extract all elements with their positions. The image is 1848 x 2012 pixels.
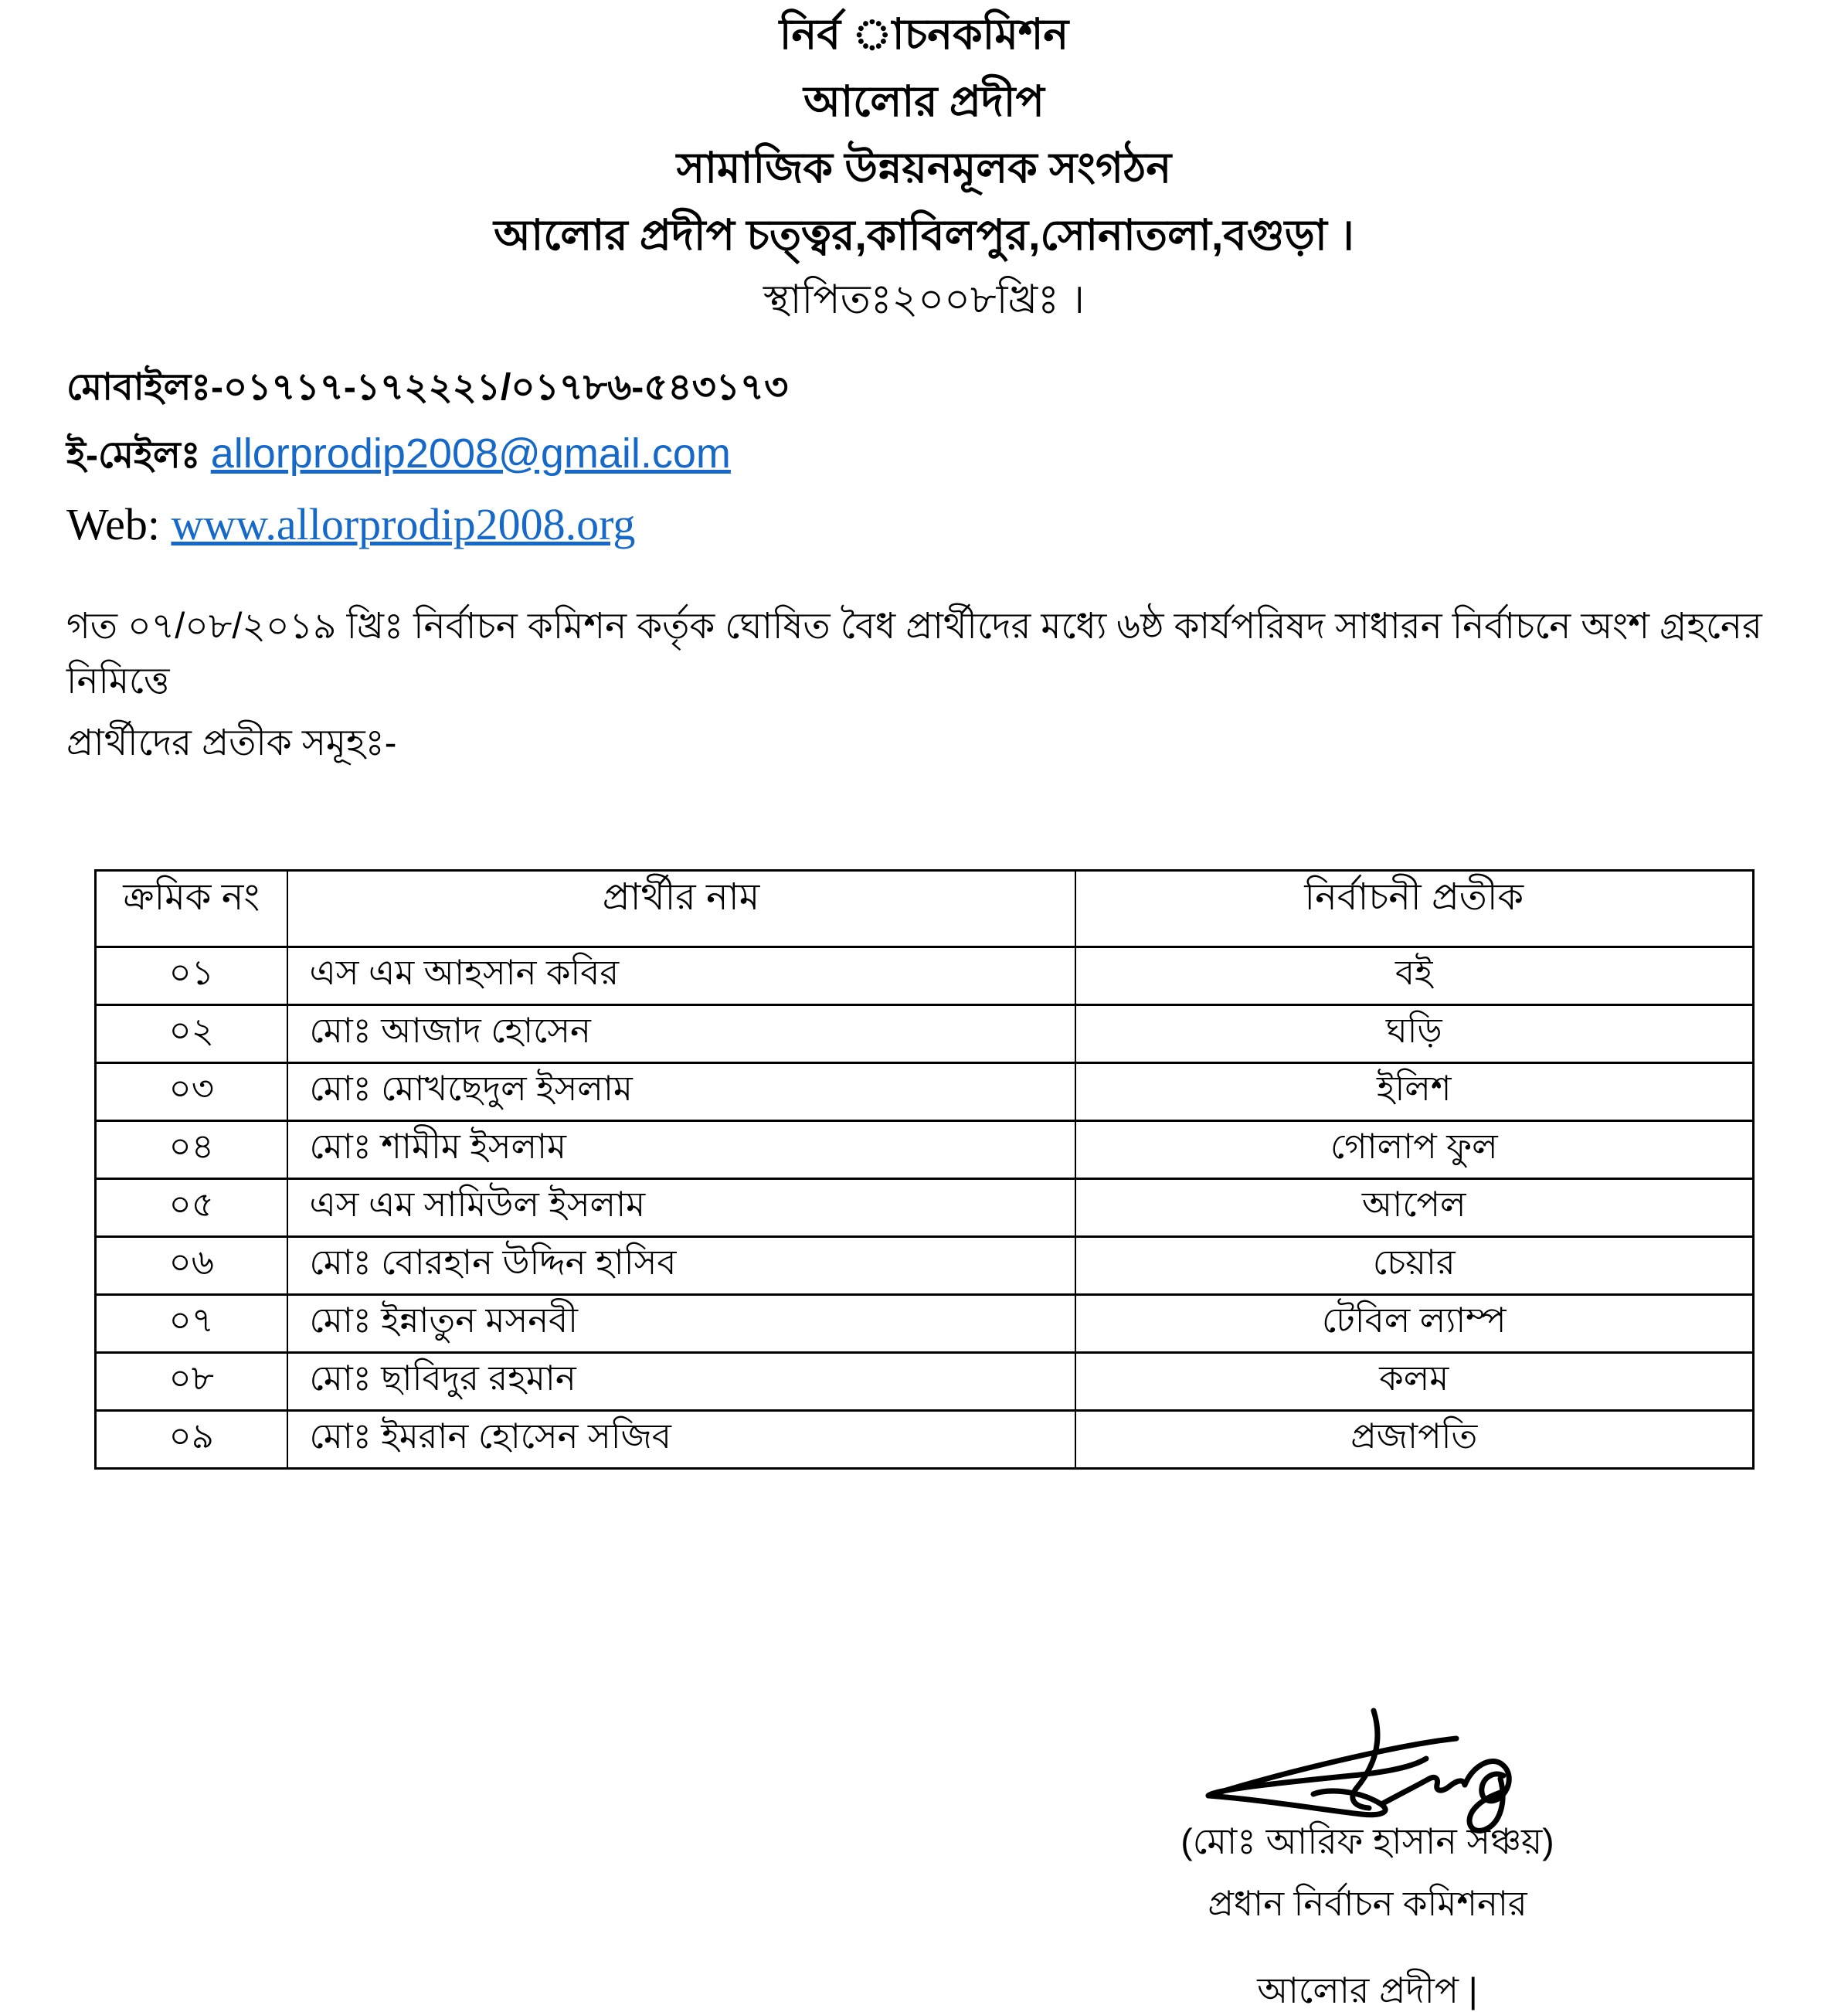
cell-election-symbol: বই: [1075, 947, 1754, 1004]
table-row: [96, 1004, 1754, 1062]
website-link[interactable]: www.allorprodip2008.org: [171, 498, 636, 549]
table-body: [96, 947, 1754, 1468]
cell-candidate-name: মোঃ ইমরান হোসেন সজিব: [287, 1410, 1075, 1468]
contact-block: [66, 365, 1848, 551]
cell-serial-number: ০৫: [96, 1178, 287, 1236]
column-header-election-symbol: নির্বাচনী প্রতীক: [1075, 870, 1754, 947]
intro-line-2: প্রার্থীদের প্রতীক সমূহঃ-: [66, 722, 397, 763]
org-established: স্থাপিতঃ২০০৮খ্রিঃ ।: [763, 277, 1085, 322]
cell-candidate-name: মোঃ ছাবিদুর রহমান: [287, 1352, 1075, 1410]
email-label: ই-মেইলঃ: [66, 434, 211, 476]
email-link[interactable]: allorprodip2008@gmail.com: [210, 430, 731, 477]
org-type: সামাজিক উন্নয়নমূলক সংগঠন: [676, 144, 1172, 192]
email-line: [66, 429, 1848, 479]
signatory-name: (মোঃ আরিফ হাসান সঞ্চয়): [1180, 1820, 1554, 1861]
signature-block: [1105, 1701, 1630, 2012]
table-row: [96, 1410, 1754, 1468]
cell-serial-number: ০৭: [96, 1294, 287, 1352]
cell-serial-number: ০৬: [96, 1236, 287, 1294]
table-head: [96, 870, 1754, 947]
org-address: আলোর প্রদীপ চত্ত্বর,কাবিলপুর,সোনাতলা,বগুড়া ।: [494, 210, 1354, 259]
cell-election-symbol: আপেল: [1075, 1178, 1754, 1236]
cell-election-symbol: ঘড়ি: [1075, 1004, 1754, 1062]
cell-candidate-name: মোঃ মোখছেদুল ইসলাম: [287, 1062, 1075, 1120]
cell-serial-number: ০৯: [96, 1410, 287, 1468]
table-row: [96, 1178, 1754, 1236]
table-row: [96, 1294, 1754, 1352]
table-row: [96, 1062, 1754, 1120]
cell-serial-number: ০১: [96, 947, 287, 1004]
candidate-symbol-table: [94, 869, 1755, 1470]
column-header-candidate-name: প্রার্থীর নাম: [287, 870, 1075, 947]
table-row: [96, 947, 1754, 1004]
cell-election-symbol: টেবিল ল্যাম্প: [1075, 1294, 1754, 1352]
cell-election-symbol: চেয়ার: [1075, 1236, 1754, 1294]
table-row: [96, 1120, 1754, 1178]
signature-scrawl: [1197, 1701, 1537, 1840]
cell-candidate-name: এস এম আহসান কবির: [287, 947, 1075, 1004]
cell-election-symbol: ইলিশ: [1075, 1062, 1754, 1120]
cell-serial-number: ০৪: [96, 1120, 287, 1178]
cell-serial-number: ০৩: [96, 1062, 287, 1120]
cell-election-symbol: প্রজাপতি: [1075, 1410, 1754, 1468]
org-commission-title: নির্ব াচনকমিশন: [779, 10, 1069, 58]
table-header-row: [96, 870, 1754, 947]
table-row: [96, 1236, 1754, 1294]
cell-candidate-name: মোঃ শামীম ইসলাম: [287, 1120, 1075, 1178]
cell-candidate-name: মোঃ আজাদ হোসেন: [287, 1004, 1075, 1062]
signatory-organization: আলোর প্রদীপ |: [1257, 1970, 1478, 2010]
cell-serial-number: ০২: [96, 1004, 287, 1062]
signatory-title: প্রধান নির্বাচন কমিশনার: [1208, 1883, 1527, 1923]
cell-election-symbol: গোলাপ ফুল: [1075, 1120, 1754, 1178]
web-line: [66, 498, 1848, 552]
cell-election-symbol: কলম: [1075, 1352, 1754, 1410]
org-name: আলোর প্রদীপ: [803, 76, 1045, 125]
column-header-serial: ক্রমিক নং: [96, 870, 287, 947]
cell-candidate-name: এস এম সামিউল ইসলাম: [287, 1178, 1075, 1236]
cell-candidate-name: মোঃ বোরহান উদ্দিন হাসিব: [287, 1236, 1075, 1294]
intro-paragraph: [66, 599, 1782, 770]
table-row: [96, 1352, 1754, 1410]
mobile-line: মোবাইলঃ-০১৭১৭-১৭২২২১/০১৭৮৬-৫৪৩১৭৩: [66, 367, 789, 409]
cell-candidate-name: মোঃ ইন্নাতুন মসনবী: [287, 1294, 1075, 1352]
letterhead: [0, 0, 1848, 322]
web-label: Web:: [66, 498, 172, 549]
intro-line-1: গত ০৭/০৮/২০১৯ খ্রিঃ নির্বাচন কমিশন কর্তৃক ঘোষিত বৈধ প্রার্থীদের মধ্যে ৬ষ্ঠ কার্যপরিষদ সাধারন নির্বাচনে অংশ গ্রহনের নিমিত্তে: [66, 605, 1762, 701]
cell-serial-number: ০৮: [96, 1352, 287, 1410]
